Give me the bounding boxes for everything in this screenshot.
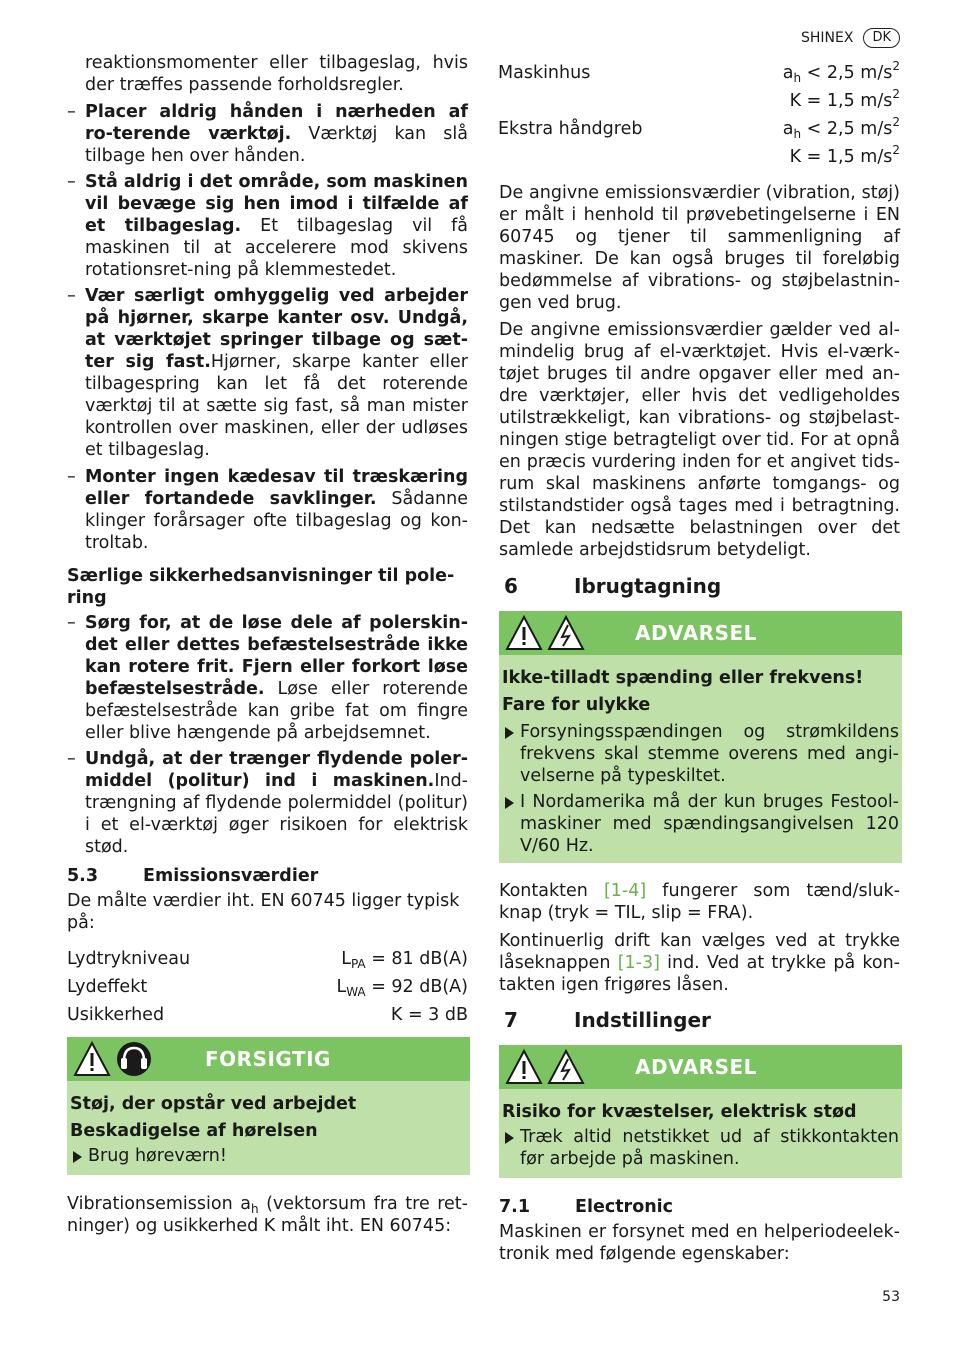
section-5-3-heading: 5.3 Emissionsværdier: [67, 866, 319, 886]
page-header: [801, 27, 900, 49]
bullet-arrow-icon: [505, 797, 514, 809]
safety-item-bold: Vær særligt omhyggelig ved arbejder på hjørner, skarpe kanter osv. Undgå, at værktøjet springer tilbage og sæt-ter sig fast.: [85, 286, 468, 372]
warning-bullet: I Nordamerika må der kun bruges Festool-maskiner med spændingsangivelsen 120 V/60 Hz.: [502, 791, 899, 857]
emission-row: Usikkerhed K = 3 dB: [67, 1005, 468, 1025]
warning-title: ADVARSEL: [635, 621, 757, 645]
polishing-heading: Særlige sikkerhedsanvisninger til pole-ring: [67, 566, 455, 608]
switch-paragraph: Kontakten [1-4] fungerer som tænd/sluk-knap (tryk = TIL, slip = FRA).: [499, 881, 900, 923]
safety-item: – Stå aldrig i det område, som maskinen vil bevæge sig hen imod i tilfælde af et tilbageslag. Et tilbageslag vil få maskinen til at accelerere mod skivens rotationsret-ning på klemmestedet.: [67, 172, 468, 280]
polishing-item-text: Ind-trængning af flydende polermiddel (politur) i et el-værktøj øger risikoen for elektrisk stød.: [85, 771, 468, 857]
caution-line-1: Støj, der opstår ved arbejdet: [70, 1094, 357, 1114]
warning-line-1: Risiko for kvæstelser, elektrisk stød: [502, 1102, 857, 1122]
polishing-item: – Undgå, at der trænger flydende poler-middel (politur) ind i maskinen.Ind-trængning af flydende polermiddel (politur) i et el-værktøj øger risikoen for elektrisk stød.: [67, 749, 468, 857]
bullet-arrow-icon: [505, 1132, 514, 1144]
warning-bullet: Forsyningsspændingen og strømkildens frekvens skal stemme overens med angi-velserne på typeskiltet.: [502, 721, 899, 787]
electric-shock-icon: [547, 1049, 585, 1085]
safety-item-bold: Monter ingen kædesav til træskæring eller fortandede savklinger.: [85, 467, 468, 509]
safety-item-bold: Placer aldrig hånden i nærheden af ro-terende værktøj.: [85, 102, 468, 144]
safety-item: – Monter ingen kædesav til træskæring eller fortandede savklinger. Sådanne klinger forårsager ofte tilbageslag og kon-troltab.: [67, 467, 468, 553]
emission-row: Lydeffekt $L_{WA} = 92$ dB(A): [67, 977, 468, 999]
language-badge: DK: [863, 28, 900, 48]
caution-box: [67, 1037, 470, 1175]
warning-box: [499, 611, 902, 863]
emission-paragraph-1: De angivne emissionsværdier (vibration, støj) er målt i henhold til prøvebetingelserne i EN 60745 og tjener til sammenligning af maskiner. De kan også bruges til foreløbig bedømmelse af vibrations- og støjbelastnin-gen ved brug.: [499, 183, 900, 313]
warning-triangle-icon: [73, 1041, 111, 1077]
warning-bullet: Træk altid netstikket ud af stikkontakten før arbejde på maskinen.: [502, 1126, 899, 1170]
polishing-item-text: Løse eller roterende befæstelsestråde kan gribe fat om fingre eller blive hængende på arbejdsemnet.: [85, 679, 468, 743]
section-7-1-heading: 7.1 Electronic: [499, 1197, 674, 1217]
safety-item-text: Værktøj kan slå tilbage hen over hånden.: [85, 124, 468, 166]
safety-item: – Placer aldrig hånden i nærheden af ro-terende værktøj. Værktøj kan slå tilbage hen over hånden.: [67, 102, 468, 166]
page-number: 53: [882, 1289, 900, 1305]
vibration-row: Maskinhus $a_h < 2,5$ $m/s^2$ K = 1,5 $m/s^2$: [498, 59, 900, 111]
emission-row: Lydtrykniveau $L_{PA} = 81$ dB(A): [67, 949, 468, 971]
warning-line-1: Ikke-tilladt spænding eller frekvens!: [502, 668, 864, 688]
section-7-heading: 7 Indstillinger: [504, 1008, 711, 1032]
caution-bar: [67, 1037, 470, 1081]
polishing-item-bold: Undgå, at der trænger flydende poler-middel (politur) ind i maskinen.: [85, 749, 468, 791]
figure-reference: [1-3]: [617, 953, 660, 973]
electronic-text: Maskinen er forsynet med en helperiodeelek-tronik med følgende egenskaber:: [499, 1222, 900, 1264]
warning-box: [499, 1045, 902, 1178]
polishing-item: – Sørg for, at de løse dele af polerskin-det eller dettes befæstelsestråde ikke kan rotere frit. Fjern eller forkort løse befæstelsestråde. Løse eller roterende befæstelsestråde kan gribe fat om fingre eller blive hængende på arbejdsemnet.: [67, 613, 468, 743]
safety-item-bold: Stå aldrig i det område, som maskinen vil bevæge sig hen imod i tilfælde af et tilbageslag.: [85, 172, 468, 236]
caution-title: FORSIGTIG: [205, 1047, 331, 1071]
emission-paragraph-2: De angivne emissionsværdier gælder ved al-mindelig brug af el-værktøjet. Hvis el-værk-tøjet bruges til andre opgaver eller med an-dre værktøjer, eller hvis det vedligeholdes utilstrækkeligt, kan vibrations- og støjbelast-ningen stige betragteligt over tid. For at opnå en præcis vurdering inden for et angivet tids-rum skal maskinens anførte tomgangs- og stilstandstider også tages med i betragtning. Det kan nedsætte belastningen over det samlede arbejdstidsrum betydeligt.: [499, 320, 900, 560]
warning-triangle-icon: [505, 615, 543, 651]
safety-item-text: Et tilbageslag vil få maskinen til at accelerere mod skivens rotationsret-ning på klemmestedet.: [85, 216, 468, 280]
hearing-protection-icon: [115, 1041, 153, 1077]
safety-item-text: Hjørner, skarpe kanter eller tilbagespring kan let få det roterende værktøj til at sætte sig fast, så man mister kontrollen over maskinen, eller der udløses et tilbageslag.: [85, 352, 468, 460]
warning-bar: [499, 611, 902, 655]
warning-triangle-icon: [505, 1049, 543, 1085]
section-6-heading: 6 Ibrugtagning: [504, 574, 722, 598]
warning-bar: [499, 1045, 902, 1089]
emission-intro: De målte værdier iht. EN 60745 ligger typisk på:: [67, 891, 460, 933]
bullet-arrow-icon: [73, 1151, 82, 1163]
figure-reference: [1-4]: [603, 881, 647, 901]
warning-line-2: Fare for ulykke: [502, 695, 651, 715]
warning-title: ADVARSEL: [635, 1055, 757, 1079]
electric-shock-icon: [547, 615, 585, 651]
caution-line-2: Beskadigelse af hørelsen: [70, 1121, 318, 1141]
lock-paragraph: Kontinuerlig drift kan vælges ved at trykke låseknappen [1-3] ind. Ved at trykke på kon-takten igen frigøres låsen.: [499, 931, 901, 995]
caution-bullet: Brug høreværn!: [70, 1145, 467, 1167]
vibration-row: Ekstra håndgreb $a_h < 2,5$ $m/s^2$ K = 1,5 $m/s^2$: [498, 115, 900, 167]
bullet-arrow-icon: [505, 727, 514, 739]
polishing-item-bold: Sørg for, at de løse dele af polerskin-det eller dettes befæstelsestråde ikke kan rotere frit. Fjern eller forkort løse befæstelsestråde.: [85, 613, 468, 699]
intro-text: reaktionsmomenter eller tilbageslag, hvis der træffes passende forholdsregler.: [85, 53, 468, 95]
safety-item: – Vær særligt omhyggelig ved arbejder på hjørner, skarpe kanter osv. Undgå, at værktøjet springer tilbage og sæt-ter sig fast.Hjørner, skarpe kanter eller tilbagespring kan let få det roterende værktøj til at sætte sig fast, så man mister kontrollen over maskinen, eller der udløses et tilbageslag.: [67, 286, 468, 460]
brand-name: SHINEX: [801, 30, 854, 46]
vibration-text: Vibrationsemission $a_h$ (vektorsum fra tre ret-ninger) og usikkerhed K målt iht. EN 60745:: [67, 1194, 468, 1236]
safety-item-text: Sådanne klinger forårsager ofte tilbageslag og kon-troltab.: [85, 489, 468, 553]
